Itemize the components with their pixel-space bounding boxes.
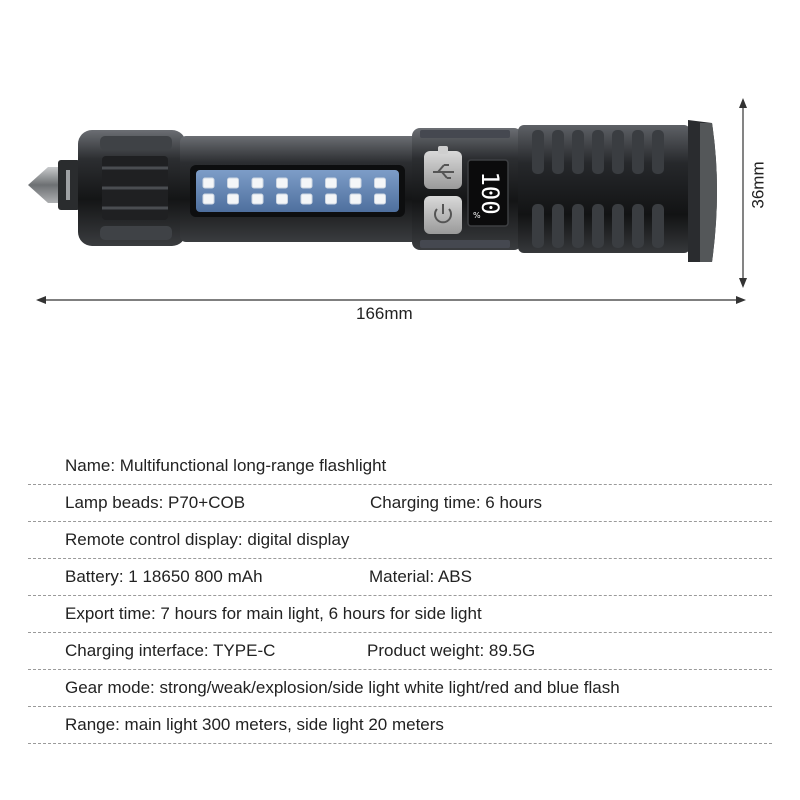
battery-readout: 100 xyxy=(476,171,504,215)
spec-export-time: Export time: 7 hours for main light, 6 hours for side light xyxy=(65,604,482,623)
spec-name: Name: Multifunctional long-range flashlight xyxy=(65,456,387,475)
spec-battery: Battery: 1 18650 800 mAh xyxy=(65,567,263,586)
flashlight-head xyxy=(518,120,717,262)
length-dimension-label: 166mm xyxy=(356,304,413,323)
spec-lamp-beads: Lamp beads: P70+COB xyxy=(65,493,246,512)
cooling-fin xyxy=(572,130,584,174)
led-chip xyxy=(375,194,386,204)
cooling-fin xyxy=(572,204,584,248)
led-chip xyxy=(277,178,288,188)
side-led-panel xyxy=(190,165,405,217)
led-chip xyxy=(252,178,263,188)
diameter-dimension-label: 36mm xyxy=(748,161,768,209)
spec-material: Material: ABS xyxy=(369,567,472,586)
cooling-fin xyxy=(632,204,644,248)
led-chip xyxy=(375,178,386,188)
tail-cap xyxy=(78,130,186,246)
height-dimension-line xyxy=(739,98,747,288)
spec-row xyxy=(28,670,772,707)
cooling-fin xyxy=(552,130,564,174)
percent-sign: % xyxy=(473,211,481,220)
spec-row xyxy=(28,596,772,633)
spec-row xyxy=(28,633,772,670)
cooling-fin xyxy=(652,130,664,174)
led-chip xyxy=(350,194,361,204)
spec-row xyxy=(28,448,772,485)
product-image xyxy=(0,0,800,340)
spec-row xyxy=(28,485,772,522)
cooling-fin xyxy=(612,204,624,248)
led-chip xyxy=(277,194,288,204)
led-chip xyxy=(350,178,361,188)
cooling-fin xyxy=(652,204,664,248)
led-chip xyxy=(301,178,312,188)
cooling-fin xyxy=(612,130,624,174)
cooling-fin xyxy=(592,204,604,248)
digital-display xyxy=(468,160,508,226)
led-chip xyxy=(228,178,239,188)
spec-product-weight: Product weight: 89.5G xyxy=(367,641,536,660)
cooling-fin xyxy=(532,204,544,248)
led-chip xyxy=(252,194,263,204)
spec-row xyxy=(28,707,772,744)
cooling-fin xyxy=(552,204,564,248)
spec-display: Remote control display: digital display xyxy=(65,530,350,549)
spec-charging-time: Charging time: 6 hours xyxy=(370,493,542,512)
flashlight-illustration xyxy=(0,0,800,340)
led-chip xyxy=(326,194,337,204)
spec-row xyxy=(28,559,772,596)
spec-table xyxy=(28,448,772,744)
led-chip xyxy=(228,194,239,204)
power-button xyxy=(424,196,462,234)
width-dimension-line xyxy=(36,296,746,304)
cooling-fin xyxy=(532,130,544,174)
usb-charge-button xyxy=(424,146,462,189)
cooling-fin xyxy=(632,130,644,174)
breaker-tip xyxy=(28,160,80,210)
spec-range: Range: main light 300 meters, side light 20 meters xyxy=(65,715,444,734)
led-chip xyxy=(326,178,337,188)
spec-charging-interface: Charging interface: TYPE-C xyxy=(65,641,276,660)
spec-gear-mode: Gear mode: strong/weak/explosion/side light white light/red and blue flash xyxy=(65,678,620,697)
spec-row xyxy=(28,522,772,559)
led-chip xyxy=(203,178,214,188)
cooling-fin xyxy=(592,130,604,174)
led-chip xyxy=(301,194,312,204)
led-chip xyxy=(203,194,214,204)
